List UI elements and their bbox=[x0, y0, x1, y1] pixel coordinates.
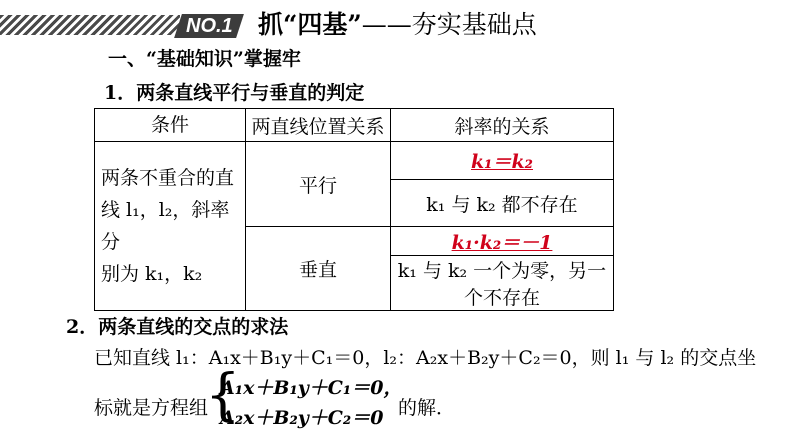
slope-answer-highlight: k₁·k₂＝－1 bbox=[451, 231, 553, 254]
table-row bbox=[95, 142, 614, 180]
subsection-heading-1: 1．两条直线平行与垂直的判定 bbox=[104, 82, 365, 104]
system-brace-icon: { bbox=[205, 363, 241, 428]
relation-cell: 平行 bbox=[246, 142, 391, 227]
relation-cell: 垂直 bbox=[246, 227, 391, 311]
number-badge-label: NO.1 bbox=[186, 15, 233, 37]
slope-cell bbox=[391, 142, 614, 180]
system-equation-1: A₁x＋B₁y＋C₁＝0， bbox=[220, 377, 403, 399]
system-equation-2: A₂x＋B₂y＋C₂＝0 bbox=[220, 407, 384, 429]
table-header-cell: 斜率的关系 bbox=[391, 109, 614, 142]
condition-line: 线 l₁，l₂，斜率分 bbox=[101, 199, 230, 253]
header-title bbox=[258, 11, 537, 39]
condition-cell bbox=[95, 142, 246, 311]
slope-cell: k₁ 与 k₂ 一个为零，另一个不存在 bbox=[391, 256, 614, 311]
condition-line: 两条不重合的直 bbox=[101, 167, 235, 189]
slope-relation-table bbox=[94, 108, 614, 311]
header-title-bold: 抓“四基” bbox=[258, 10, 362, 39]
slope-cell: k₁ 与 k₂ 都不存在 bbox=[391, 180, 614, 227]
table-header-cell: 两直线位置关系 bbox=[246, 109, 391, 142]
header-stripes bbox=[0, 15, 180, 35]
intersection-text-line-2-prefix: 标就是方程组 bbox=[94, 397, 209, 419]
header-title-sub: ——夯实基础点 bbox=[361, 10, 537, 39]
table-header-row bbox=[95, 109, 614, 142]
slope-cell bbox=[391, 227, 614, 256]
section-header bbox=[0, 8, 794, 40]
table-header-cell: 条件 bbox=[95, 109, 246, 142]
intersection-text-line-2-suffix: 的解． bbox=[398, 397, 456, 419]
intersection-text-line-1: 已知直线 l₁：A₁x＋B₁y＋C₁＝0，l₂：A₂x＋B₂y＋C₂＝0，则 l₁ 与 l₂ 的交点坐 bbox=[94, 347, 757, 369]
slope-answer-highlight: k₁＝k₂ bbox=[471, 151, 533, 173]
section-heading-1: 一、“基础知识”掌握牢 bbox=[108, 48, 301, 70]
subsection-heading-2: 2．两条直线的交点的求法 bbox=[66, 316, 289, 338]
condition-line: 别为 k₁，k₂ bbox=[101, 263, 203, 285]
